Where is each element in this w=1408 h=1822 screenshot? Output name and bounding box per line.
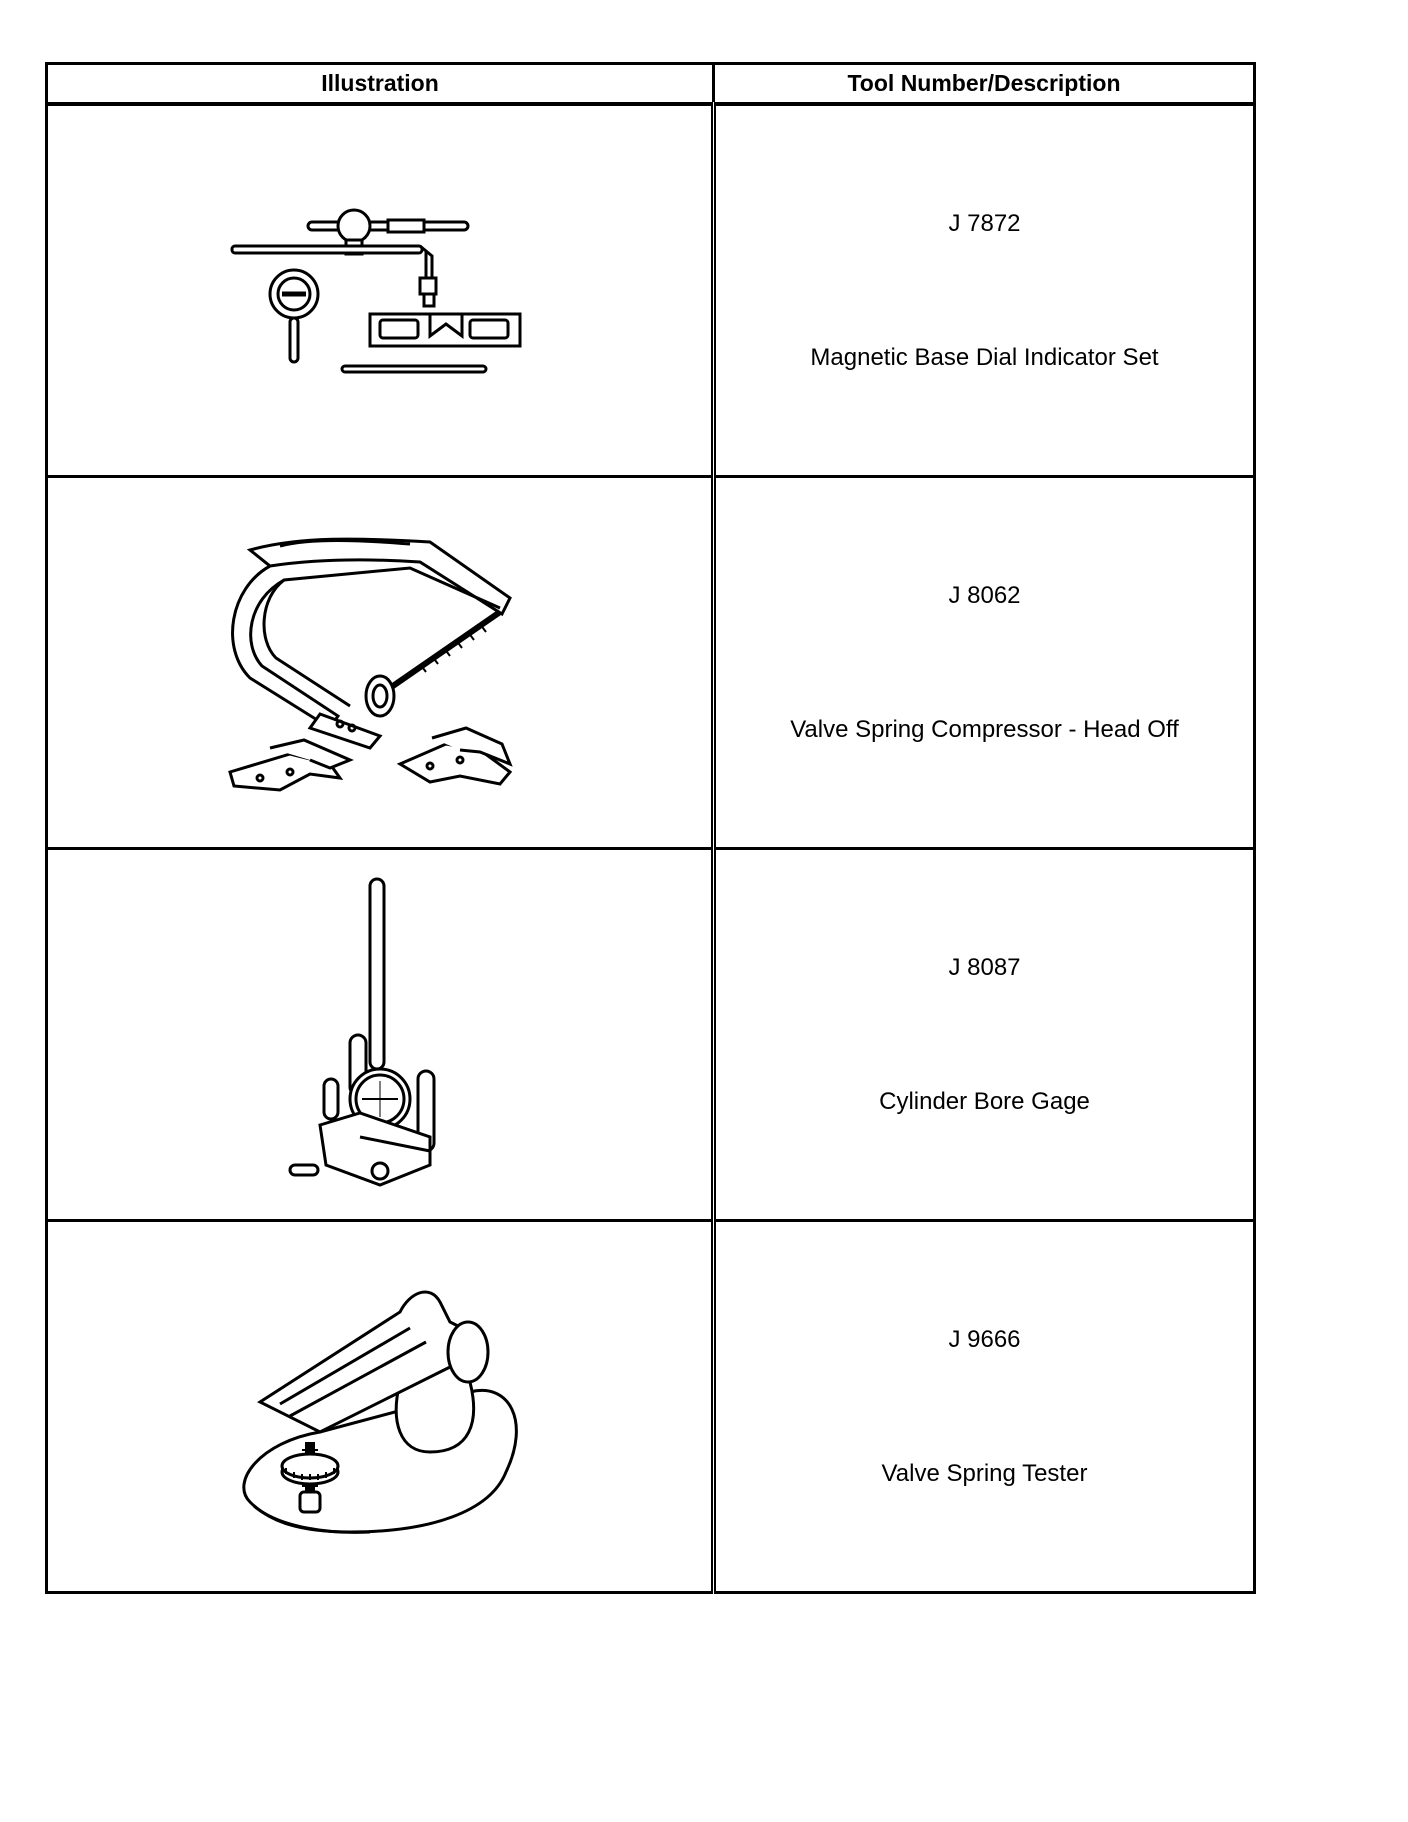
header-tool-number-description: Tool Number/Description (714, 64, 1255, 105)
illustration-cell (47, 477, 714, 849)
description-cell (714, 849, 1255, 1221)
illustration-cell (47, 849, 714, 1221)
description-cell (714, 477, 1255, 849)
dial-indicator-set-icon (220, 196, 540, 386)
tool-number: J 8062 (948, 582, 1021, 609)
table-row (47, 477, 1255, 849)
tool-number: J 7872 (948, 210, 1021, 237)
table-row (47, 1221, 1255, 1593)
tools-table (45, 62, 1256, 1594)
tool-number: J 8087 (948, 954, 1021, 981)
valve-spring-compressor-icon (210, 528, 550, 798)
illustration-cell (47, 1221, 714, 1593)
header-illustration: Illustration (47, 64, 714, 105)
header-row (47, 64, 1255, 105)
description-cell (714, 1221, 1255, 1593)
description-cell (714, 104, 1255, 477)
tool-description: Cylinder Bore Gage (879, 1088, 1090, 1115)
table-row (47, 104, 1255, 477)
table-row (47, 849, 1255, 1221)
cylinder-bore-gage-icon (280, 875, 480, 1195)
tool-description: Valve Spring Tester (881, 1460, 1088, 1487)
tool-description: Valve Spring Compressor - Head Off (790, 716, 1179, 743)
tool-description: Magnetic Base Dial Indicator Set (810, 344, 1159, 371)
valve-spring-tester-icon (230, 1272, 530, 1542)
illustration-cell (47, 104, 714, 477)
tool-number: J 9666 (948, 1326, 1021, 1353)
